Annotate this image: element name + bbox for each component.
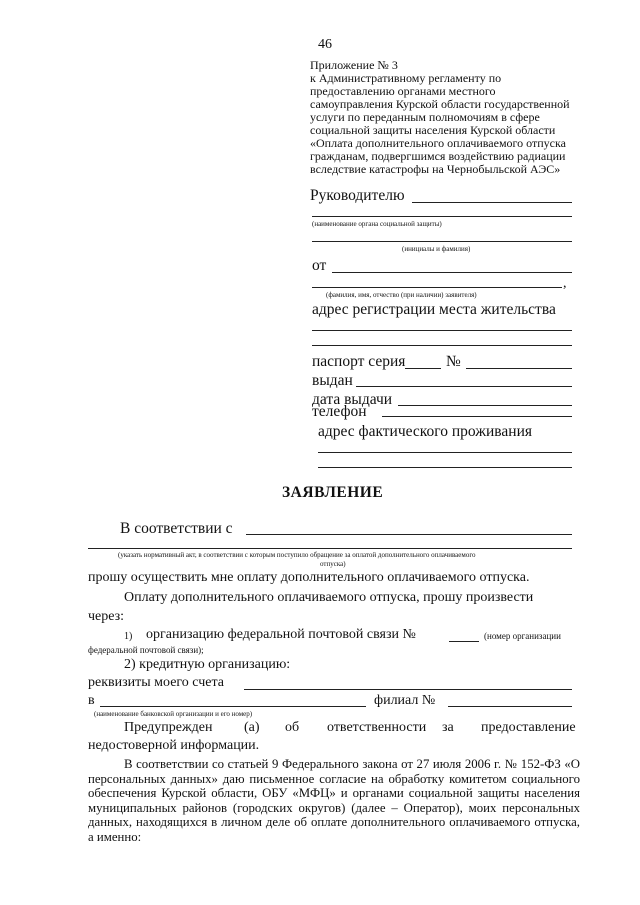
issue-date-field[interactable] [398, 405, 572, 406]
bank-name-field[interactable] [100, 706, 366, 707]
accordance-label: В соответствии с [120, 520, 233, 537]
warned-word: Предупрежден [124, 720, 213, 735]
statement-title: ЗАЯВЛЕНИЕ [282, 484, 384, 501]
phone-label: телефон [312, 403, 367, 420]
payment-line: Оплату дополнительного оплачиваемого отпуска, прошу произвести [124, 590, 534, 605]
head-field-line[interactable] [412, 202, 572, 203]
from-field-line[interactable] [332, 272, 572, 273]
initials-field-line[interactable] [312, 241, 572, 242]
bank-in-label: в [88, 693, 95, 708]
actual-address-line-1[interactable] [318, 452, 572, 453]
warned-word: предоставление [481, 720, 576, 735]
appendix-line: социальной защиты населения Курской области [310, 123, 556, 137]
initials-caption: (инициалы и фамилия) [402, 245, 471, 253]
issue-date-label: дата выдачи [312, 391, 393, 408]
appendix-line: «Оплата дополнительного оплачиваемого отпуска [310, 136, 566, 150]
option1-number: 1) [124, 631, 133, 642]
account-label: реквизиты моего счета [88, 675, 224, 690]
head-label: Руководителю [310, 187, 405, 204]
warned-word: (а) [244, 720, 260, 735]
post-office-number-field[interactable] [449, 641, 479, 642]
appendix-line: гражданам, подвергшимся воздействию радиации [310, 149, 566, 163]
act-caption: (указать нормативный акт, в соответствии с которым поступило обращение за оплатой дополнительного оплачиваемого [118, 551, 476, 559]
from-field-line-2[interactable] [312, 287, 562, 288]
request-line: прошу осуществить мне оплату дополнительного оплачиваемого отпуска. [88, 570, 530, 585]
accordance-field[interactable] [246, 534, 572, 535]
reg-address-line-1[interactable] [312, 330, 572, 331]
issued-field[interactable] [356, 386, 572, 387]
actual-address-line-2[interactable] [318, 467, 572, 468]
passport-number-field[interactable] [466, 368, 572, 369]
warned-word: ответственности [327, 720, 427, 735]
passport-series-field[interactable] [405, 368, 441, 369]
appendix-line: услуги по переданным полномочиям в сфере [310, 110, 540, 124]
comma: , [563, 276, 567, 291]
branch-label: филиал № [374, 693, 436, 708]
option1-text: организацию федеральной почтовой связи № [146, 627, 416, 642]
appendix-line: Приложение № 3 [310, 58, 398, 72]
branch-number-field[interactable] [448, 706, 572, 707]
accordance-field-2[interactable] [88, 548, 572, 549]
appendix-line: вследствие катастрофы на Чернобыльской АЭС» [310, 162, 561, 176]
option2-text: 2) кредитную организацию: [124, 657, 291, 672]
option1-note: (номер организации [484, 631, 561, 641]
option1-note-2: федеральной почтовой связи); [88, 645, 204, 655]
passport-number-label: № [446, 353, 461, 370]
appendix-line: к Административному регламенту по [310, 71, 502, 85]
bank-caption: (наименование банковской организации и его номер) [94, 710, 253, 718]
from-label: от [312, 257, 327, 274]
reg-address-line-2[interactable] [312, 345, 572, 346]
warned-word: об [285, 720, 300, 735]
warned-word: за [442, 720, 454, 735]
org-caption: (наименование органа социальной защиты) [312, 220, 442, 228]
phone-field[interactable] [382, 416, 572, 417]
actual-address-label: адрес фактического проживания [318, 423, 533, 440]
issued-label: выдан [312, 372, 353, 389]
consent-paragraph: В соответствии со статьей 9 Федерального закона от 27 июля 2006 г. № 152-ФЗ «О персональных данных» даю письменное согласие на обработку комитетом социального обеспечения Курской области, ОБУ «МФЦ» и органами социальной защиты населения муниципальных районов (городских округов) (далее – Оператор), моих персональных данных, находящихся в личном деле об оплате дополнительного оплачиваемого отпуска, а именно: [88, 757, 580, 844]
page-number: 46 [318, 37, 332, 52]
act-caption-2: отпуска) [320, 560, 346, 568]
appendix-line: самоуправления Курской области государственной [310, 97, 570, 111]
warned-line-2: недостоверной информации. [88, 738, 260, 753]
payment-line-2: через: [88, 609, 125, 624]
org-field-line[interactable] [312, 216, 572, 217]
appendix-line: предоставлению органами местного [310, 84, 496, 98]
reg-address-label: адрес регистрации места жительства [312, 301, 556, 318]
account-field[interactable] [244, 689, 572, 690]
passport-series-label: паспорт серия [312, 353, 406, 370]
fio-caption: (фамилия, имя, отчество (при наличии) заявителя) [326, 291, 477, 299]
